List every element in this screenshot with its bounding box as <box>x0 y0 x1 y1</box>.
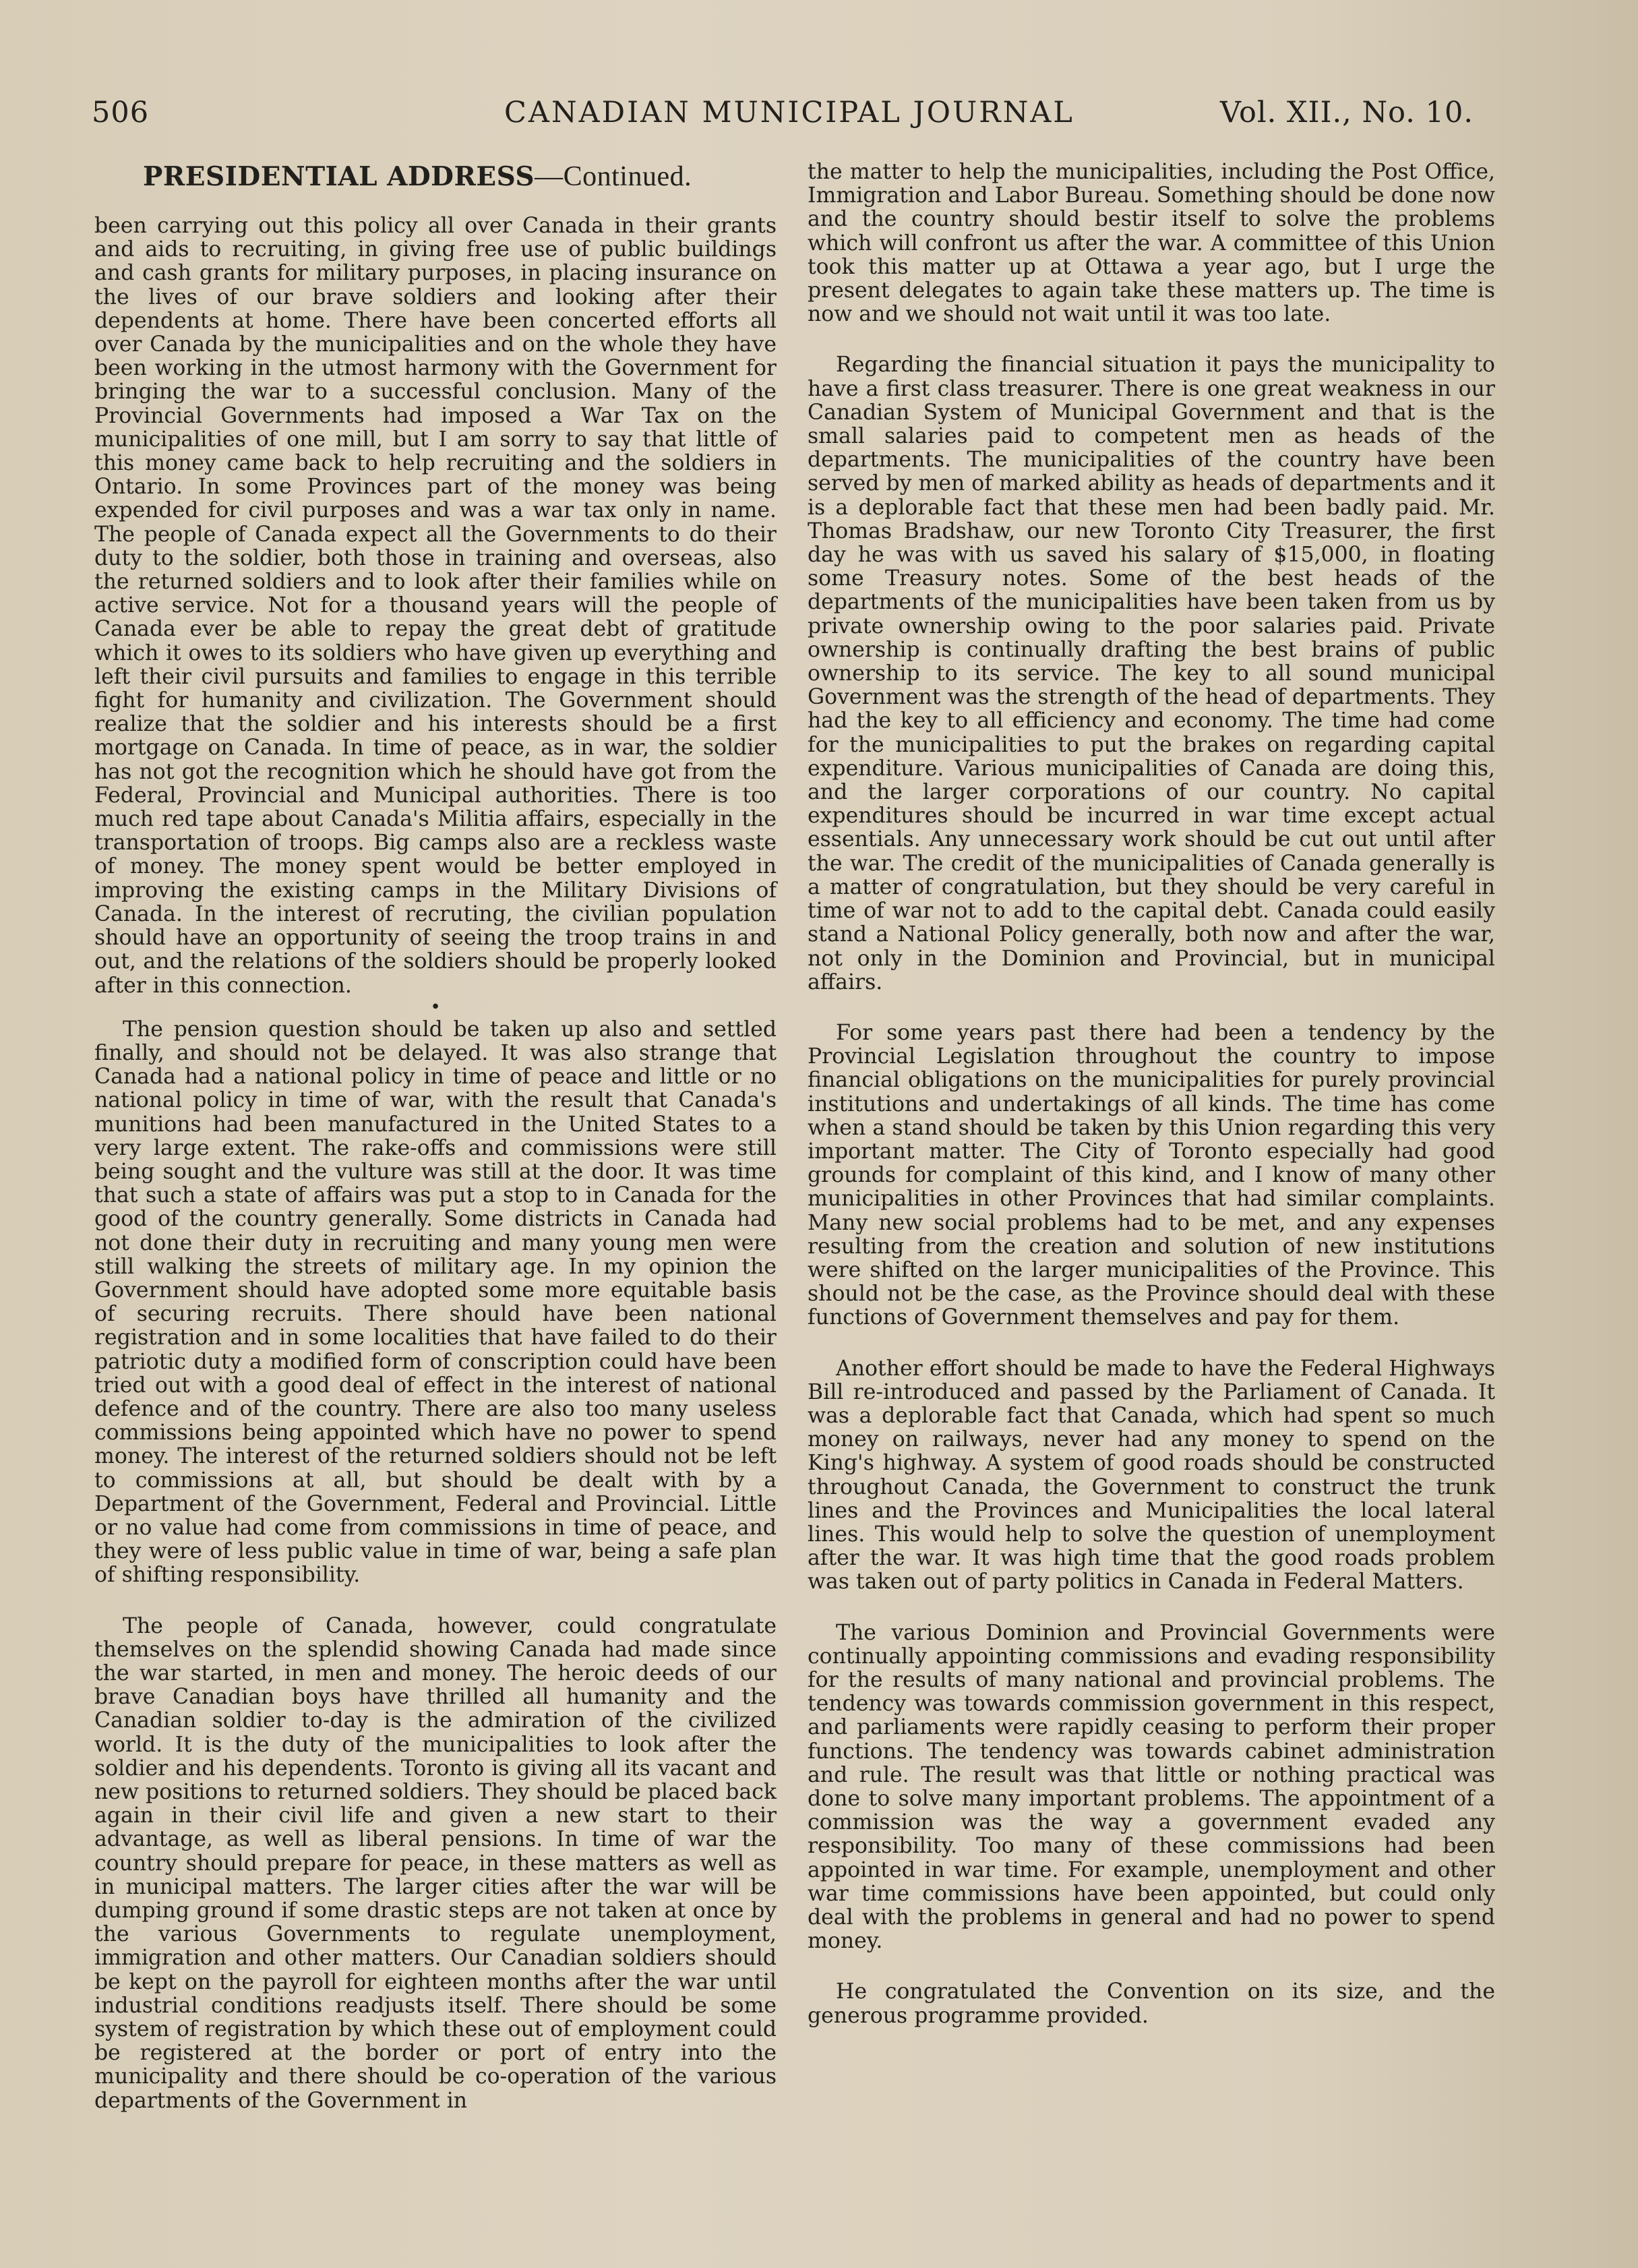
paragraph: The pension question should be taken up also and settled finally, and should not be delayed. It was also strange that Canada had a national policy in time of peace and little or no national policy in time of war, with the result that Canada's munitions had been manufactured in the United States to a very large extent. The rake-offs and commissions were still being sought and the vulture was still at the door. It was time that such a state of affairs was put a stop to in Canada for the good of the country generally. Some districts in Canada had not done their duty in recruiting and many young men were still walking the streets of military age. In my opinion the Government should have adopted some more equitable basis of securing recruits. There should have been national registration and in some localities that have failed to do their patriotic duty a modified form of conscription could have been tried out with a good deal of effect in the interest of national defence and of the country. There are also too many useless commissions being appointed which have no power to spend money. The interest of the returned soldiers should not be left to commissions at all, but should be dealt with by a Department of the Government, Federal and Provincial. Little or no value had come from commissions in time of peace, and they were of less public value in time of war, being a safe plan of shifting responsibility. <box>94 1017 777 1588</box>
paragraph: The various Dominion and Provincial Governments were continually appointing commissions and evading responsibility for the results of many national and provincial problems. The tendency was towards commission government in this respect, and parliaments were rapidly ceasing to perform their proper functions. The tendency was towards cabinet administration and rule. The result was that little or nothing practical was done to solve many important problems. The appointment of a commission was the way a government evaded any responsibility. Too many of these commissions had been appointed in war time. For example, unemployment and other war time commissions have been appointed, but could only deal with the problems in general and had no power to spend money. <box>808 1620 1495 1954</box>
page-number: 506 <box>92 96 150 129</box>
paragraph: the matter to help the municipalities, including the Post Office, Immigration and Labor Bureau. Something should be done now and the country should bestir itself to solve the problems which will confront us after the war. A committee of this Union took this matter up at Ottawa a year ago, but I urge the present delegates to again take these matters up. The time is now and we should not wait until it was too late. <box>808 160 1495 327</box>
paragraph: For some years past there had been a tendency by the Provincial Legislation throughout the country to impose financial obligations on the municipalities for purely provincial institutions and undertakings of all kinds. The time has come when a stand should be taken by this Union regarding this very important matter. The City of Toronto especially had good grounds for complaint of this kind, and I know of many other municipalities in other Provinces that had similar complaints. Many new social problems had to be met, and any expenses resulting from the creation and solution of new institutions were shifted on the larger municipalities of the Province. This should not be the case, as the Province should deal with these functions of Government themselves and pay for them. <box>808 1020 1495 1330</box>
paragraph: The people of Canada, however, could congratulate themselves on the splendid showing Canada had made since the war started, in men and money. The heroic deeds of our brave Canadian boys have thrilled all humanity and the Canadian soldier to-day is the admiration of the civilized world. It is the duty of the municipalities to look after the soldier and his dependents. Toronto is giving all its vacant and new positions to returned soldiers. They should be placed back again in their civil life and given a new start to their advantage, as well as liberal pensions. In time of war the country should prepare for peace, in these matters as well as in municipal matters. The larger cities after the war will be dumping ground if some drastic steps are not taken at once by the various Governments to regulate unemployment, immigration and other matters. Our Canadian soldiers should be kept on the payroll for eighteen months after the war until industrial conditions readjusts itself. There should be some system of registration by which these out of employment could be registered at the border or port of entry into the municipality and there should be co-operation of the various departments of the Government in <box>94 1613 777 2113</box>
article-title-suffix: —Continued. <box>535 161 692 192</box>
article-title <box>143 162 777 191</box>
separator-dot: • <box>430 996 441 1017</box>
paragraph: He congratulated the Convention on its size, and the generous programme provided. <box>808 1979 1495 2028</box>
article-title-text: PRESIDENTIAL ADDRESS <box>143 161 535 192</box>
running-header <box>92 96 1474 136</box>
journal-name: CANADIAN MUNICIPAL JOURNAL <box>504 96 1074 129</box>
paragraph: Another effort should be made to have the Federal Highways Bill re-introduced and passed by the Parliament of Canada. It was a deplorable fact that Canada, which had spent so much money on railways, never had any money to spend on the King's highway. A system of good roads should be constructed throughout Canada, the Government to construct the trunk lines and the Provinces and Municipalities the local lateral lines. This would help to solve the question of unemployment after the war. It was high time that the good roads problem was taken out of party politics in Canada in Federal Matters. <box>808 1356 1495 1594</box>
left-column <box>94 162 777 2113</box>
right-column <box>808 160 1495 2028</box>
volume-issue: Vol. XII., No. 10. <box>1219 96 1474 129</box>
paragraph: been carrying out this policy all over Canada in their grants and aids to recruiting, in giving free use of public buildings and cash grants for military purposes, in placing insurance on the lives of our brave soldiers and looking after their dependents at home. There have been concerted efforts all over Canada by the municipalities and on the whole they have been working in the utmost harmony with the Government for bringing the war to a successful conclusion. Many of the Provincial Governments had imposed a War Tax on the municipalities of one mill, but I am sorry to say that little of this money came back to help recruiting and the soldiers in Ontario. In some Provinces part of the money was being expended for civil purposes and was a war tax only in name. The people of Canada expect all the Governments to do their duty to the soldier, both those in training and overseas, also the returned soldiers and to look after their families while on active service. Not for a thousand years will the people of Canada ever be able to repay the great debt of gratitude which it owes to its soldiers who have given up everything and left their civil pursuits and families to engage in this terrible fight for humanity and civilization. The Government should realize that the soldier and his interests should be a first mortgage on Canada. In time of peace, as in war, the soldier has not got the recognition which he should have got from the Federal, Provincial and Municipal authorities. There is too much red tape about Canada's Militia affairs, especially in the transportation of troops. Big camps also are a reckless waste of money. The money spent would be better employed in improving the existing camps in the Military Divisions of Canada. In the interest of recruting, the civilian population should have an opportunity of seeing the troop trains in and out, and the relations of the soldiers should be properly looked after in this connection. <box>94 214 777 998</box>
paragraph: Regarding the financial situation it pays the municipality to have a first class treasurer. There is one great weakness in our Canadian System of Municipal Government and that is the small salaries paid to competent men as heads of the departments. The municipalities of the country have been served by men of marked ability as heads of departments and it is a deplorable fact that these men had been badly paid. Mr. Thomas Bradshaw, our new Toronto City Treasurer, the first day he was with us saved his salary of $15,000, in floating some Treasury notes. Some of the best heads of the departments of the municipalities have been taken from us by private ownership owing to the poor salaries paid. Private ownership is continually drafting the best brains of public ownership to its service. The key to all sound municipal Government was the strength of the head of departments. They had the key to all efficiency and economy. The time had come for the municipalities to put the brakes on regarding capital expenditure. Various municipalities of Canada are doing this, and the larger corporations of our country. No capital expenditures should be incurred in war time except actual essentials. Any unnecessary work should be cut out until after the war. The credit of the municipalities of Canada generally is a matter of congratulation, but they should be very careful in time of war not to add to the capital debt. Canada could easily stand a National Policy generally, both now and after the war, not only in the Dominion and Provincial, but in municipal affairs. <box>808 353 1495 994</box>
